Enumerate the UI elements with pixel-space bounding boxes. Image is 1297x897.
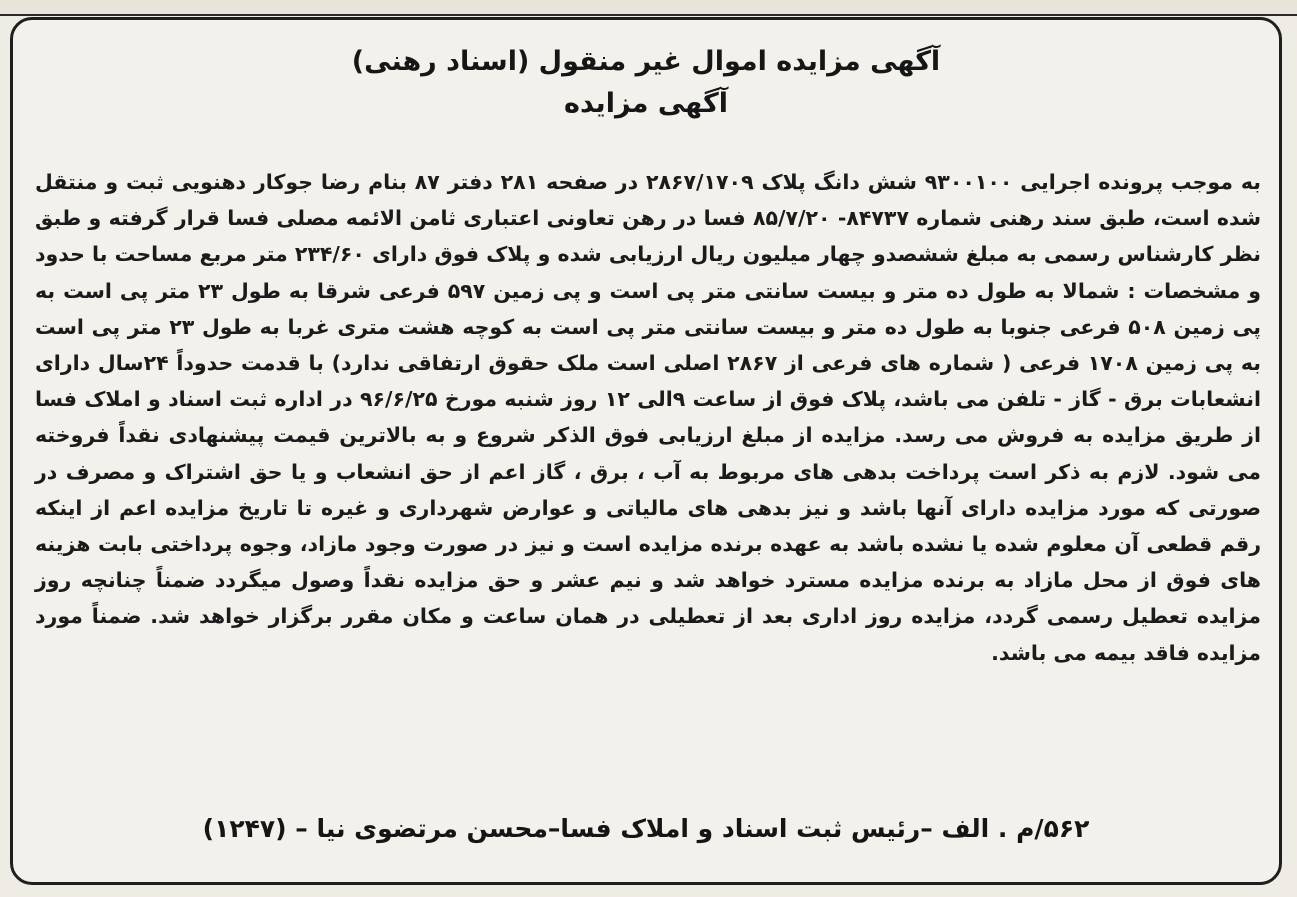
- notice-frame: [10, 17, 1282, 885]
- notice-title: آگهی مزایده اموال غیر منقول (اسناد رهنی): [351, 46, 941, 77]
- notice-subtitle: آگهی مزایده: [564, 88, 728, 119]
- notice-footer: ۵۶۲/م . الف –رئیس ثبت اسناد و املاک فسا–محسن مرتضوی نیا – (۱۲۴۷): [202, 814, 1090, 843]
- previous-notice-edge: [0, 0, 1297, 16]
- notice-body: به موجب پرونده اجرایی ۹۳۰۰۱۰۰ شش دانگ پلاک ۲۸۶۷/۱۷۰۹ در صفحه ۲۸۱ دفتر ۸۷ بنام رضا جوکار دهنویی ثبت و منتقل شده است، طبق سند رهنی شماره ۸۴۷۳۷- ۸۵/۷/۲۰ فسا در رهن تعاونی اعتباری ثامن الائمه مصلی فسا قرار گرفته و طبق نظر کارشناس رسمی به مبلغ ششصدو چهار میلیون ریال ارزیابی شده و پلاک فوق دارای ۲۳۴/۶۰ متر مربع مساحت با حدود و مشخصات : شمالا به طول ده متر و بیست سانتی متر پی است و پی زمین ۵۹۷ فرعی شرقا به طول ۲۳ متر پی است به پی زمین ۵۰۸ فرعی جنوبا به طول ده متر و بیست سانتی متر پی است به کوچه هشت متری غربا به طول ۲۳ متر پی است به پی زمین ۱۷۰۸ فرعی ( شماره های فرعی از ۲۸۶۷ اصلی است ملک حقوق ارتفاقی ندارد) با قدمت حدوداً ۲۴سال دارای انشعابات برق - گاز - تلفن می باشد، پلاک فوق از ساعت ۹الی ۱۲ روز شنبه مورخ ۹۶/۶/۲۵ در اداره ثبت اسناد و املاک فسا از طریق مزایده به فروش می رسد. مزایده از مبلغ ارزیابی فوق الذکر شروع و به بالاترین قیمت پیشنهادی نقداً فروخته می شود. لازم به ذکر است پرداخت بدهی های مربوط به آب ، برق ، گاز اعم از حق انشعاب و یا حق اشتراک و مصرف در صورتی که مورد مزایده دارای آنها باشد و نیز بدهی های مالیاتی و عوارض شهرداری و غیره تا تاریخ مزایده اعم از اینکه رقم قطعی آن معلوم شده یا نشده باشد به عهده برنده مزایده است و نیز در صورت وجود مازاد، وجوه پرداختی بابت هزینه های فوق از محل مازاد به برنده مزایده مسترد خواهد شد و نیم عشر و حق مزایده نقداً وصول میگردد ضمناً چنانچه روز مزایده تعطیل رسمی گردد، مزایده روز اداری بعد از تعطیلی در همان ساعت و مکان مقرر برگزار خواهد شد. ضمناً مورد مزایده فاقد بیمه می باشد.: [35, 170, 1261, 665]
